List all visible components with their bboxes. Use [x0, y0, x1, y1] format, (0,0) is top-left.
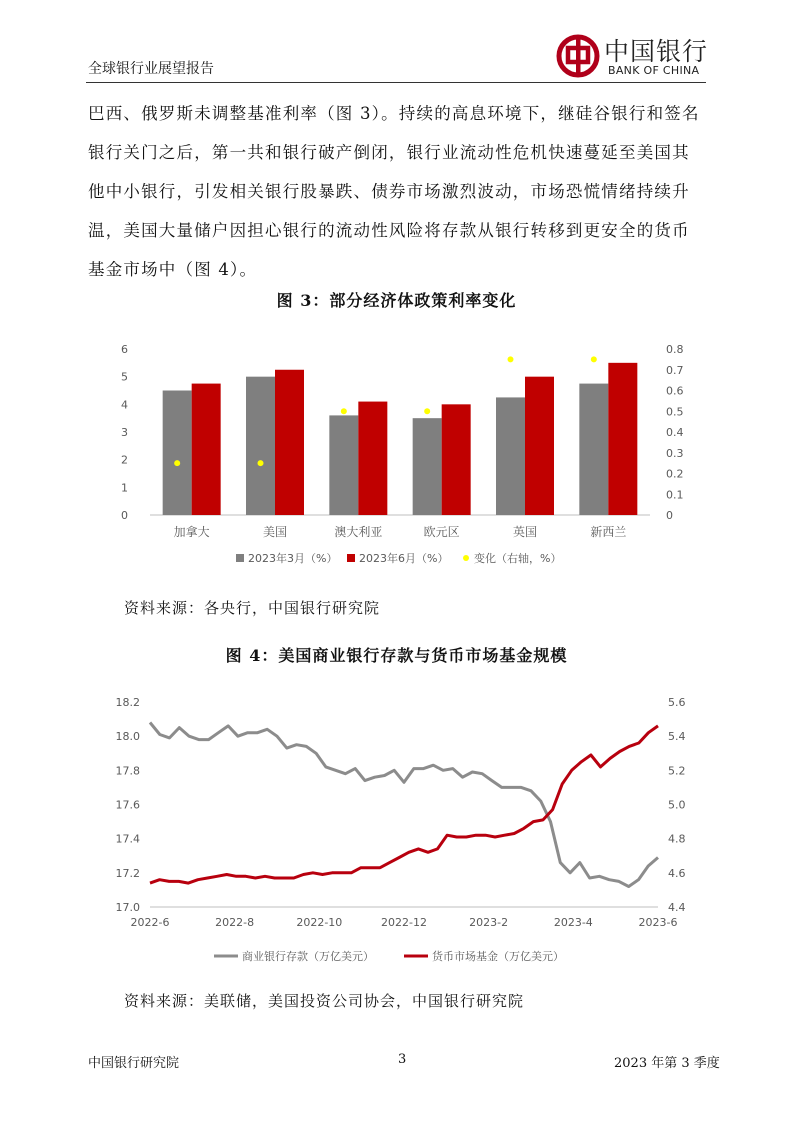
- paragraph-line: 基金市场中（图 4）。: [88, 260, 258, 279]
- y-tick-label-right: 0.3: [666, 446, 684, 460]
- x-tick-label: 2022-8: [215, 916, 255, 929]
- y-tick-label-right: 0.2: [666, 467, 684, 481]
- change-dot: [174, 460, 180, 466]
- x-tick-label: 澳大利亚: [334, 525, 383, 539]
- y-tick-label-right: 5.0: [668, 798, 686, 812]
- footer-period: 2023 年第 3 季度: [614, 1056, 720, 1071]
- x-tick-label: 美国: [262, 525, 288, 539]
- figure3-title: 图 3：部分经济体政策利率变化: [276, 291, 517, 310]
- legend-label: 2023年6月（%）: [359, 552, 449, 565]
- y-tick-label-left: 4: [121, 398, 128, 412]
- x-tick-label: 欧元区: [423, 525, 460, 539]
- paragraph-line: 温，美国大量储户因担心银行的流动性风险将存款从银行转移到更安全的货币: [88, 221, 690, 240]
- y-tick-label-left: 17.4: [115, 832, 140, 846]
- bar: [525, 377, 554, 515]
- y-tick-label-right: 0.6: [666, 384, 684, 398]
- bar: [413, 418, 442, 515]
- y-tick-label-right: 5.6: [668, 696, 686, 709]
- legend-swatch-red: [347, 554, 355, 562]
- y-tick-label-left: 17.6: [115, 798, 140, 812]
- bar: [163, 391, 192, 516]
- y-tick-label-left: 2: [121, 453, 128, 467]
- body-paragraph: [88, 94, 708, 289]
- bar: [358, 402, 387, 515]
- y-tick-label-left: 3: [121, 426, 128, 439]
- figure4-source: 资料来源：美联储，美国投资公司协会，中国银行研究院: [124, 992, 525, 1010]
- y-tick-label-left: 18.2: [115, 696, 140, 709]
- bank-logo: [556, 30, 716, 80]
- legend-swatch-gray: [236, 554, 244, 562]
- report-title: 全球银行业展望报告: [88, 61, 214, 77]
- legend-swatch-yellow: [463, 555, 469, 561]
- x-tick-label: 2022-6: [130, 916, 170, 929]
- header-divider: [86, 82, 706, 83]
- y-tick-label-left: 17.2: [115, 866, 140, 880]
- y-tick-label-left: 0: [121, 509, 128, 522]
- figure3-bar-chart: [0, 330, 793, 590]
- logo-english-text: BANK OF CHINA: [608, 64, 700, 77]
- y-tick-label-right: 0.1: [666, 488, 684, 502]
- bar: [442, 404, 471, 515]
- change-dot: [341, 408, 347, 414]
- y-tick-label-left: 1: [121, 481, 128, 495]
- x-tick-label: 2023-2: [469, 916, 509, 929]
- page-number: 3: [398, 1052, 407, 1067]
- y-tick-label-left: 17.0: [115, 901, 140, 914]
- bar: [192, 384, 221, 515]
- y-tick-label-right: 5.4: [668, 730, 686, 744]
- y-tick-label-left: 18.0: [115, 730, 140, 744]
- x-tick-label: 新西兰: [590, 525, 627, 539]
- bank-of-china-emblem-icon: [556, 34, 600, 78]
- figure3-source: 资料来源：各央行，中国银行研究院: [124, 599, 381, 617]
- y-tick-label-right: 5.2: [668, 764, 686, 778]
- y-tick-label-left: 17.8: [115, 764, 140, 778]
- bar: [579, 384, 608, 515]
- y-tick-label-right: 0.7: [666, 363, 684, 377]
- bar: [329, 415, 358, 515]
- x-tick-label: 英国: [512, 525, 538, 539]
- change-dot: [591, 356, 597, 362]
- figure4-title: 图 4：美国商业银行存款与货币市场基金规模: [225, 646, 568, 665]
- y-tick-label-right: 4.4: [668, 901, 686, 914]
- x-tick-label: 2023-4: [553, 916, 593, 929]
- legend-label: 货币市场基金（万亿美元）: [432, 950, 564, 963]
- y-tick-label-right: 0.5: [666, 405, 684, 419]
- paragraph-line: 他中小银行，引发相关银行股暴跌、债券市场激烈波动，市场恐慌情绪持续升: [88, 182, 690, 201]
- x-tick-label: 2022-10: [296, 916, 343, 929]
- x-tick-label: 加拿大: [173, 525, 210, 539]
- y-tick-label-left: 5: [121, 370, 128, 384]
- paragraph-line: 银行关门之后，第一共和银行破产倒闭，银行业流动性危机快速蔓延至美国其: [88, 143, 690, 162]
- y-tick-label-right: 0.4: [666, 426, 684, 439]
- figure4-line-chart: [0, 685, 793, 975]
- y-tick-label-right: 4.8: [668, 832, 686, 846]
- y-tick-label-right: 0: [666, 509, 673, 522]
- y-tick-label-left: 6: [121, 343, 128, 356]
- deposits-line: [150, 723, 658, 887]
- change-dot: [424, 408, 430, 414]
- bar: [608, 363, 637, 515]
- legend-label: 商业银行存款（万亿美元）: [242, 950, 374, 963]
- paragraph-line: 巴西、俄罗斯未调整基准利率（图 3）。持续的高息环境下，继硅谷银行和签名: [88, 104, 700, 123]
- change-dot: [508, 356, 514, 362]
- x-tick-label: 2022-12: [381, 916, 427, 929]
- change-dot: [258, 460, 264, 466]
- logo-chinese-text: 中国银行: [604, 37, 709, 66]
- legend-label: 变化（右轴，%）: [474, 552, 562, 565]
- bar: [275, 370, 304, 515]
- bar: [496, 397, 525, 515]
- y-tick-label-right: 4.6: [668, 866, 686, 880]
- y-tick-label-right: 0.8: [666, 343, 684, 356]
- money-fund-line: [150, 726, 658, 883]
- footer-org: 中国银行研究院: [88, 1056, 180, 1071]
- x-tick-label: 2023-6: [638, 916, 678, 929]
- bar: [246, 377, 275, 515]
- legend-label: 2023年3月（%）: [248, 552, 338, 565]
